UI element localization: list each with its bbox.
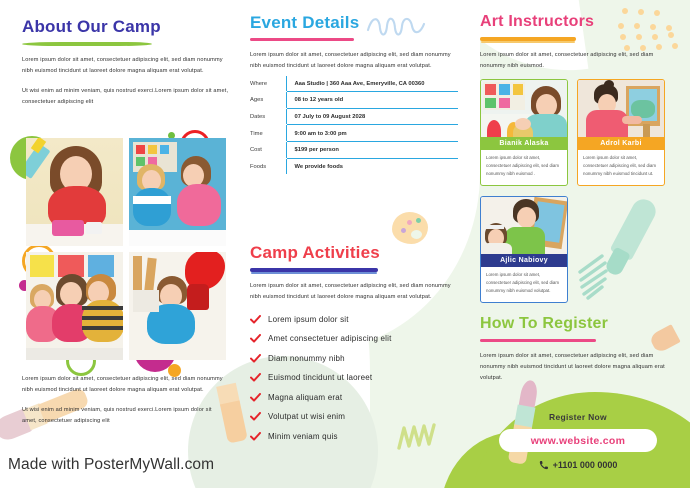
instructor-bio: Lorem ipsum dolor sit amet, consectetuer adipiscing elit, sed diam nonummy nibh euismod volutpat.: [486, 271, 559, 294]
event-row-key: Foods: [250, 163, 267, 170]
activity-label: Diam nonummy nibh: [268, 353, 345, 363]
art-instructors-title: Art Instructors: [480, 13, 595, 30]
event-row-value: 08 to 12 years old: [286, 92, 458, 109]
how-to-register-section: [480, 316, 676, 384]
event-title-underline: [250, 38, 354, 41]
table-row: [250, 141, 458, 158]
check-icon: [250, 393, 261, 402]
register-intro: Lorem ipsum dolor sit amet, consectetuer adipiscing elit, sed diam nonummy nibh euismod tincidunt ut laoreet dolore magna aliquam erat volutpat.: [480, 352, 665, 381]
table-row: [250, 125, 458, 142]
instructor-bio: Lorem ipsum dolor sit amet, consectetuer adipiscing elit, sed diam nonummy nibh euismod .: [486, 154, 559, 177]
check-icon: [250, 334, 261, 343]
event-row-value: 9:00 am to 3:00 pm: [286, 125, 458, 142]
camp-activities-title: Camp Activities: [250, 243, 380, 262]
check-icon: [250, 373, 261, 382]
register-title-underline: [480, 339, 596, 342]
about-paragraph-1: Lorem ipsum dolor sit amet, consectetuer adipiscing elit, sed diam nonummy nibh euismod tincidunt ut laoreet dolore magna aliquam erat volutpat.: [22, 56, 223, 74]
event-details-section: [250, 14, 458, 174]
camp-activities-underline: [250, 268, 378, 272]
about-bottom-paragraph-1: Lorem ipsum dolor sit amet, consectetuer adipiscing elit, sed diam nonummy nibh euismod tincidunt ut laoreet dolore magna aliquam erat volutpat.: [22, 376, 223, 393]
activity-label: Volutpat ut wisi enim: [268, 412, 346, 422]
instructor-card[interactable]: [480, 196, 568, 303]
about-bottom-paragraph-2: Ut wisi enim ad minim veniam, quis nostrud exerci.Lorem ipsum dolor sit amet, consectetuer adipiscing elit: [22, 406, 212, 424]
list-item: [250, 354, 458, 363]
watermark: Made with PosterMyWall.com: [8, 456, 215, 473]
table-row: [250, 158, 458, 174]
camp-activities-list: [250, 315, 458, 441]
event-row-value: Aaa Studio | 360 Aaa Ave, Emeryville, CA 00360: [286, 76, 458, 92]
website-button[interactable]: [499, 429, 657, 452]
check-icon: [250, 432, 261, 441]
event-intro-text: Lorem ipsum dolor sit amet, consectetuer adipiscing elit, sed diam nonummy nibh euismod tincidunt ut laoreet dolore magna aliquam erat volutpat.: [250, 51, 451, 69]
list-item: [250, 373, 458, 382]
instructor-bio: Lorem ipsum dolor sit amet, consectetuer adipiscing elit, sed diam nonummy nibh euismod tincidunt ut.: [583, 154, 656, 177]
about-title-underline: [22, 42, 152, 46]
instructor-name: Adrol Karbi: [578, 137, 664, 150]
activity-label: Euismod tincidunt ut laoreet: [268, 373, 373, 383]
camp-activities-intro: Lorem ipsum dolor sit amet, consectetuer adipiscing elit, sed diam nonummy nibh euismod tincidunt ut laoreet dolore magna aliquam erat volutpat.: [250, 282, 451, 300]
photo-collage: [26, 138, 226, 360]
camp-activities-section: [250, 244, 458, 451]
event-row-value: $199 per person: [286, 141, 458, 158]
list-item: [250, 334, 458, 343]
phone-contact[interactable]: [480, 460, 676, 470]
instructor-name: Ajlic Nabiovy: [481, 254, 567, 267]
activity-label: Minim veniam quis: [268, 431, 338, 441]
list-item: [250, 393, 458, 402]
phone-icon: [539, 460, 549, 470]
paint-palette-icon: [392, 212, 428, 244]
photo-boy-handprint: [129, 252, 226, 360]
table-row: [250, 76, 458, 92]
about-paragraph-2: Ut wisi enim ad minim veniam, quis nostrud exerci.Lorem ipsum dolor sit amet, consectetuer adipiscing elit: [22, 87, 229, 105]
check-icon: [250, 412, 261, 421]
event-details-title: Event Details: [250, 13, 360, 32]
table-row: [250, 108, 458, 125]
list-item: [250, 315, 458, 324]
about-title: About Our Camp: [22, 17, 161, 36]
art-instructors-section: [480, 14, 676, 303]
art-instructors-underline: [480, 37, 576, 41]
event-row-key: Time: [250, 130, 263, 137]
list-item: [250, 412, 458, 421]
instructor-card[interactable]: [480, 79, 568, 186]
check-icon: [250, 315, 261, 324]
check-icon: [250, 354, 261, 363]
website-url: www.website.com: [530, 434, 626, 447]
about-section: [22, 18, 230, 107]
event-details-table: [250, 76, 458, 174]
activity-label: Amet consectetuer adipiscing elit: [268, 334, 392, 344]
instructor-card-row: [480, 79, 676, 186]
photo-group-activity: [26, 252, 123, 360]
photo-girl-painting: [26, 138, 123, 246]
instructor-card[interactable]: [577, 79, 665, 186]
event-row-key: Dates: [250, 114, 266, 120]
photo-two-kids-crafting: [129, 138, 226, 246]
instructor-name: Bianik Alaska: [481, 137, 567, 150]
event-row-value: 07 July to 09 August 2028: [286, 108, 458, 125]
register-footer: [480, 412, 676, 470]
how-to-register-title: How To Register: [480, 315, 609, 332]
phone-number: +1101 000 0000: [552, 460, 618, 470]
activity-label: Lorem ipsum dolor sit: [268, 314, 349, 324]
list-item: [250, 432, 458, 441]
event-row-value: We provide foods: [286, 158, 458, 174]
event-row-key: Cost: [250, 147, 262, 154]
table-row: [250, 92, 458, 109]
register-now-label: Register Now: [549, 412, 607, 422]
event-row-key: Where: [250, 80, 268, 87]
about-bottom-text: [22, 374, 228, 427]
event-row-key: Ages: [250, 97, 264, 104]
activity-label: Magna aliquam erat: [268, 392, 343, 402]
art-instructors-intro: Lorem ipsum dolor sit amet, consectetuer adipiscing elit, sed diam nonummy nibh euismod.: [480, 51, 654, 69]
